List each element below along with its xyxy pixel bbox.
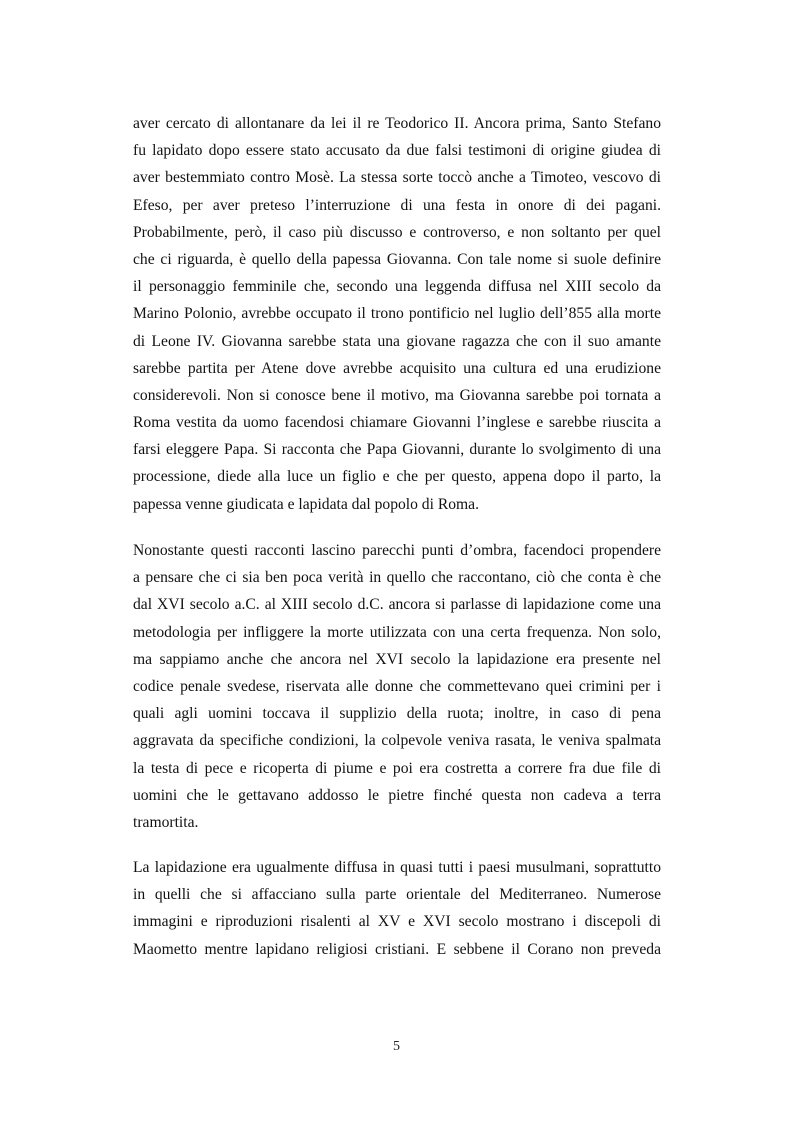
text-line: codice penale svedese, riservata alle donne che commettevano quei crimini per i: [133, 677, 661, 695]
text-line: considerevoli. Non si conosce bene il motivo, ma Giovanna sarebbe poi tornata a: [133, 386, 661, 404]
paragraph-2: [133, 537, 661, 836]
text-line: dal XVI secolo a.C. al XIII secolo d.C. ancora si parlasse di lapidazione come una: [133, 596, 661, 614]
page-number: 5: [393, 1039, 400, 1054]
text-line: aver bestemmiato contro Mosè. La stessa sorte toccò anche a Timoteo, vescovo di: [133, 169, 661, 187]
paragraph-3: [133, 854, 661, 963]
text-line: aggravata da specifiche condizioni, la colpevole veniva rasata, le veniva spalmata: [133, 732, 661, 750]
text-line: Maometto mentre lapidano religiosi cristiani. E sebbene il Corano non preveda: [133, 940, 661, 958]
text-line: La lapidazione era ugualmente diffusa in quasi tutti i paesi musulmani, soprattutto: [133, 859, 661, 876]
text-line: ma sappiamo anche che ancora nel XVI secolo la lapidazione era presente nel: [133, 650, 661, 668]
text-line: Roma vestita da uomo facendosi chiamare Giovanni l’inglese e sarebbe riuscita a: [133, 414, 661, 432]
text-line: in quelli che si affacciano sulla parte orientale del Mediterraneo. Numerose: [133, 886, 661, 904]
text-line: Nonostante questi racconti lascino parecchi punti d’ombra, facendoci propendere: [133, 542, 661, 559]
text-line: tramortita.: [133, 813, 199, 831]
paragraph-1: [133, 110, 661, 518]
text-line: aver cercato di allontanare da lei il re Teodorico II. Ancora prima, Santo Stefano: [133, 115, 661, 132]
text-line: uomini che le gettavano addosso le pietre finché questa non cadeva a terra: [133, 786, 661, 804]
text-line: la testa di pece e ricoperta di piume e poi era costretta a correre fra due file di: [133, 759, 661, 777]
text-line: il personaggio femminile che, secondo una leggenda diffusa nel XIII secolo da: [133, 278, 661, 296]
text-line: processione, diede alla luce un figlio e che per questo, appena dopo il parto, la: [133, 468, 661, 486]
text-line: di Leone IV. Giovanna sarebbe stata una giovane ragazza che con il suo amante: [133, 332, 661, 350]
text-line: farsi eleggere Papa. Si racconta che Papa Giovanni, durante lo svolgimento di una: [133, 441, 661, 459]
text-line: papessa venne giudicata e lapidata dal popolo di Roma.: [133, 495, 479, 513]
text-line: Probabilmente, però, il caso più discusso e controverso, e non soltanto per quel: [133, 223, 661, 241]
text-line: che ci riguarda, è quello della papessa Giovanna. Con tale nome si suole definire: [133, 250, 661, 268]
text-line: a pensare che ci sia ben poca verità in quello che raccontano, ciò che conta è che: [133, 569, 661, 587]
text-line: immagini e riproduzioni risalenti al XV e XVI secolo mostrano i discepoli di: [133, 913, 661, 931]
text-line: Efeso, per aver preteso l’interruzione di una festa in onore di dei pagani.: [133, 196, 661, 214]
text-line: quali agli uomini toccava il supplizio della ruota; inoltre, in caso di pena: [133, 705, 661, 723]
text-line: Marino Polonio, avrebbe occupato il trono pontificio nel luglio dell’855 alla morte: [133, 305, 661, 323]
text-line: metodologia per infliggere la morte utilizzata con una certa frequenza. Non solo,: [133, 623, 661, 641]
text-line: sarebbe partita per Atene dove avrebbe acquisito una cultura ed una erudizione: [133, 359, 661, 377]
text-line: fu lapidato dopo essere stato accusato da due falsi testimoni di origine giudea di: [133, 142, 661, 160]
